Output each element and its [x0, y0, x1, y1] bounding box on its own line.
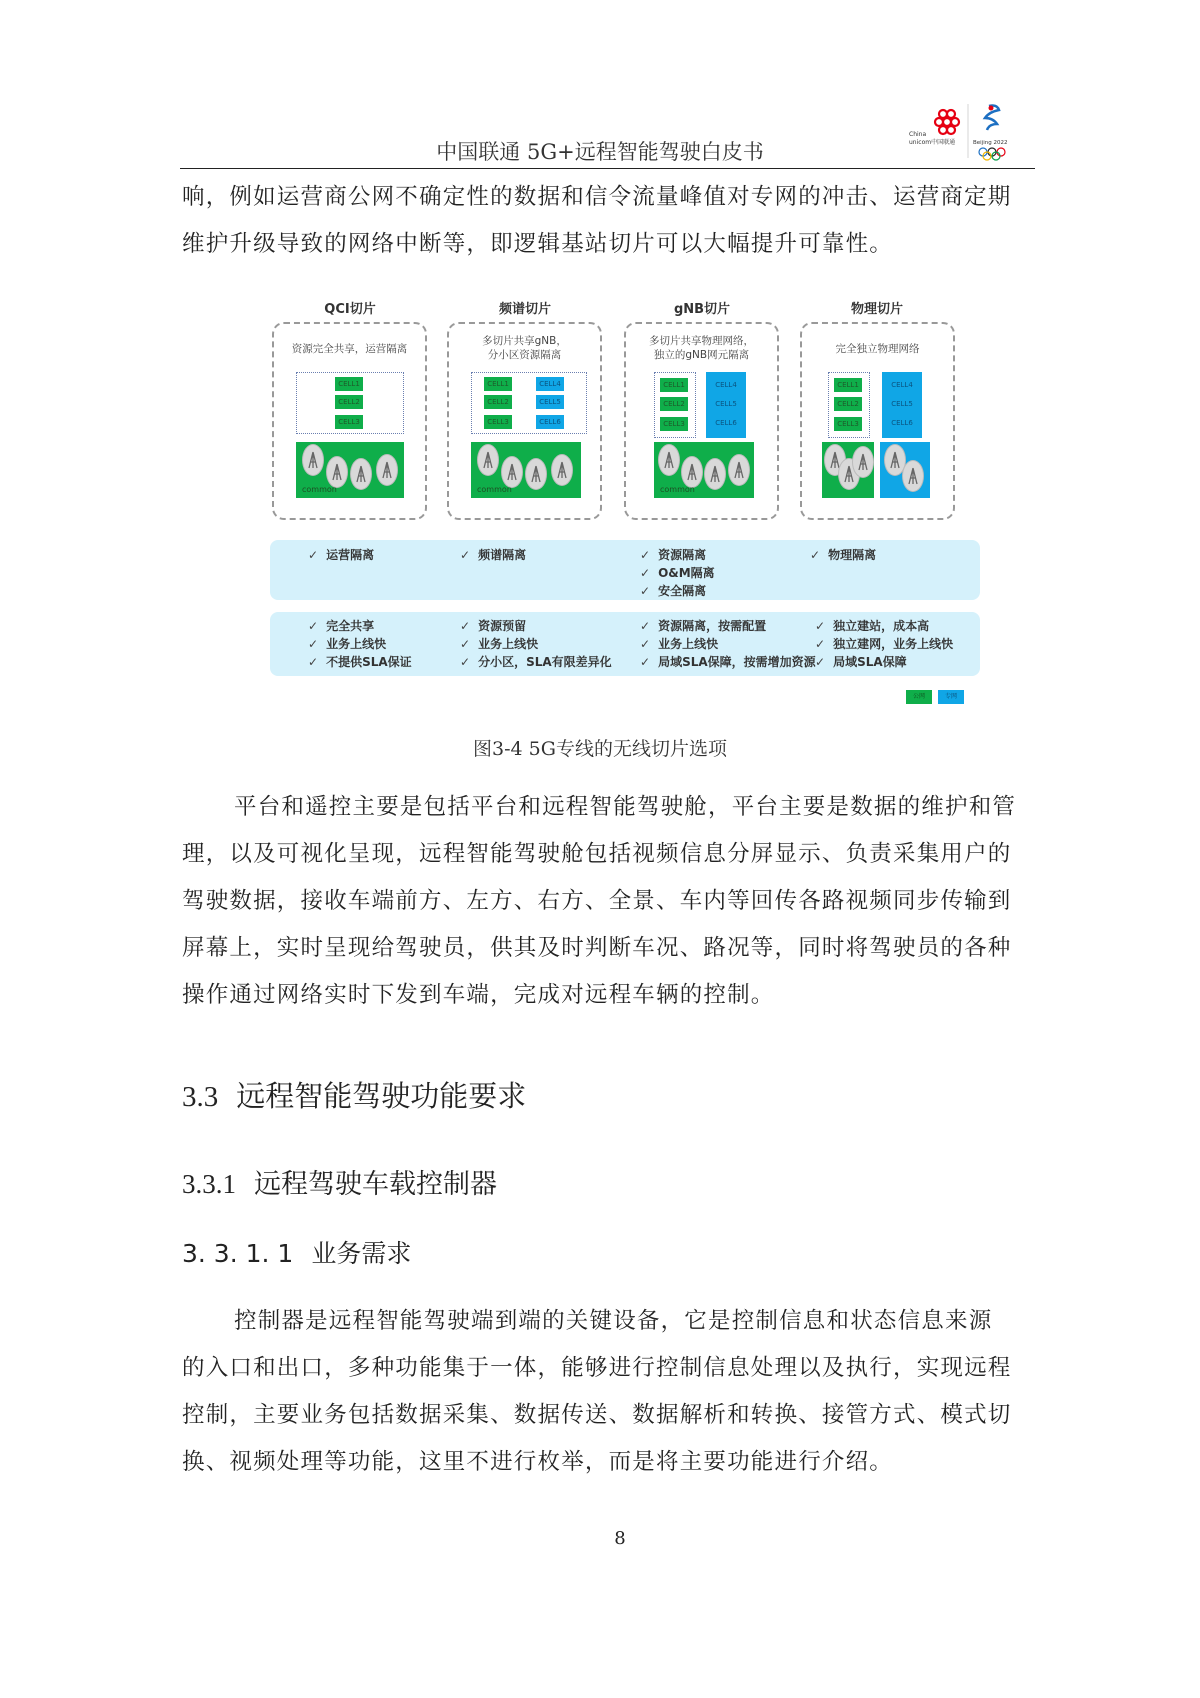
- header-divider: [180, 168, 1035, 169]
- common-label: common: [477, 485, 512, 494]
- slice-desc: 完全独立物理网络: [835, 343, 920, 355]
- band-item: ✓ 分小区，SLA有限差异化: [460, 655, 612, 669]
- antenna-icon: [501, 456, 523, 488]
- page-number: 8: [614, 1528, 626, 1549]
- band-item: ✓ 安全隔离: [640, 584, 707, 598]
- band-item: ✓ 局域SLA保障，按需增加资源: [640, 655, 816, 669]
- antenna-icon: [525, 458, 547, 490]
- cell: CELL5: [891, 400, 913, 408]
- text-line: 换、视频处理等功能，这里不进行枚举，而是将主要功能进行介绍。: [182, 1449, 894, 1475]
- cell: CELL2: [660, 397, 688, 411]
- network-slicing-figure: [270, 292, 980, 712]
- band-item: ✓ 完全共享: [308, 619, 375, 633]
- section-heading-3-3-1: 3.3.1 远程驾驶车载控制器: [182, 1169, 497, 1200]
- platform-paragraph: [182, 784, 1032, 1019]
- band-item: ✓ 局域SLA保障: [815, 655, 907, 669]
- text-line: 响，例如运营商公网不确定性的数据和信令流量峰值对专网的冲击、运营商定期: [182, 184, 1012, 210]
- section-heading-3-3: 3.3 远程智能驾驶功能要求: [182, 1079, 527, 1113]
- column-title-qci: QCI切片: [324, 302, 376, 317]
- band-item: ✓ 业务上线快: [460, 637, 539, 651]
- band-item: ✓ 频谱隔离: [460, 548, 527, 562]
- slice-desc: 多切片共享物理网络， 独立的gNB网元隔离: [649, 335, 754, 361]
- cell: CELL4: [891, 381, 913, 389]
- feature-band: [270, 612, 980, 676]
- cell: CELL3: [484, 415, 512, 429]
- band-item: ✓ 资源隔离，按需配置: [640, 619, 767, 633]
- antenna-icon: [551, 454, 573, 486]
- column-title-gnb: gNB切片: [673, 302, 731, 317]
- antenna-icon: [302, 444, 324, 476]
- slice-desc: 资源完全共享，运营隔离: [291, 343, 408, 355]
- cell-group: [828, 372, 870, 438]
- text-line: 驾驶数据，接收车端前方、左方、右方、全景、车内等回传各路视频同步传输到: [182, 888, 1012, 914]
- common-label: common: [302, 485, 337, 494]
- svg-text:China: China: [909, 131, 927, 138]
- band-item: ✓ 资源隔离: [640, 548, 707, 562]
- cell: CELL6: [536, 415, 564, 429]
- china-unicom-logo-icon: [905, 100, 1033, 162]
- band-item: ✓ O&M隔离: [640, 566, 715, 580]
- cell: CELL6: [715, 419, 737, 427]
- band-item: ✓ 业务上线快: [640, 637, 719, 651]
- text-line: 理，以及可视化呈现，远程智能驾驶舱包括视频信息分屏显示、负责采集用户的: [182, 841, 1012, 867]
- text-line: 控制器是远程智能驾驶端到端的关键设备，它是控制信息和状态信息来源: [234, 1308, 993, 1334]
- antenna-icon: [852, 446, 874, 478]
- text-line: 维护升级导致的网络中断等，即逻辑基站切片可以大幅提升可靠性。: [182, 231, 894, 257]
- public-base-station-pool: [822, 442, 874, 498]
- slice-box-spectrum: [447, 322, 602, 520]
- cell: CELL3: [660, 417, 688, 431]
- cell: CELL2: [484, 395, 512, 409]
- antenna-icon: [477, 444, 499, 476]
- cell: CELL3: [834, 417, 862, 431]
- slice-box-physical: [800, 322, 955, 520]
- text-line: 屏幕上，实时呈现给驾驶员，供其及时判断车况、路况等，同时将驾驶员的各种: [182, 935, 1012, 961]
- cell: CELL3: [335, 415, 363, 429]
- common-label: common: [660, 485, 695, 494]
- dedicated-cell-panel: [882, 372, 922, 438]
- isolation-band: [270, 540, 980, 600]
- intro-paragraph: [182, 174, 1032, 268]
- text-line: 平台和遥控主要是包括平台和远程智能驾驶舱，平台主要是数据的维护和管: [234, 794, 1017, 820]
- band-item: ✓ 运营隔离: [308, 548, 375, 562]
- private-base-station-pool: [880, 442, 930, 498]
- cell: CELL4: [715, 381, 737, 389]
- shared-base-station-pool: [471, 442, 581, 498]
- cell: CELL6: [891, 419, 913, 427]
- svg-text:unicom中国联通: unicom中国联通: [909, 139, 956, 146]
- shared-base-station-pool: [654, 442, 754, 498]
- running-header-title: 中国联通 5G+远程智能驾驶白皮书: [436, 140, 764, 164]
- legend-public: 公网: [906, 690, 932, 704]
- antenna-icon: [902, 460, 924, 492]
- shared-base-station-pool: [296, 442, 404, 498]
- antenna-icon: [681, 456, 703, 488]
- svg-text:Beijing 2022: Beijing 2022: [973, 140, 1008, 146]
- band-item: ✓ 物理隔离: [810, 548, 877, 562]
- slice-box-gnb: [624, 322, 779, 520]
- figure-caption: 图3-4 5G专线的无线切片选项: [473, 738, 727, 760]
- antenna-icon: [704, 458, 726, 490]
- cell-group: [296, 372, 404, 434]
- column-title-spectrum: 频谱切片: [498, 302, 551, 317]
- cell: CELL1: [484, 377, 512, 391]
- band-item: ✓ 独立建站，成本高: [815, 619, 930, 633]
- band-item: ✓ 不提供SLA保证: [308, 655, 412, 669]
- controller-paragraph: [182, 1298, 1032, 1486]
- band-item: ✓ 业务上线快: [308, 637, 387, 651]
- antenna-icon: [658, 444, 680, 476]
- band-item: ✓ 独立建网，业务上线快: [815, 637, 954, 651]
- section-heading-3-3-1-1: 3. 3. 1. 1 业务需求: [182, 1239, 412, 1268]
- cell: CELL1: [335, 377, 363, 391]
- band-item: ✓ 资源预留: [460, 619, 527, 633]
- cell-group: [471, 372, 587, 434]
- slice-desc: 多切片共享gNB， 分小区资源隔离: [482, 335, 567, 361]
- cell: CELL4: [536, 377, 564, 391]
- antenna-icon: [326, 456, 348, 488]
- antenna-icon: [728, 454, 750, 486]
- text-line: 操作通过网络实时下发到车端，完成对远程车辆的控制。: [182, 982, 775, 1008]
- antenna-icon: [350, 458, 372, 490]
- text-line: 控制，主要业务包括数据采集、数据传送、数据解析和转换、接管方式、模式切: [182, 1402, 1012, 1428]
- cell: CELL2: [834, 397, 862, 411]
- column-title-physical: 物理切片: [850, 302, 903, 317]
- cell: CELL5: [715, 400, 737, 408]
- antenna-icon: [376, 454, 398, 486]
- legend-private: 专网: [938, 690, 964, 704]
- header-logos: [905, 100, 1033, 162]
- dedicated-cell-panel: [706, 372, 746, 438]
- text-line: 的入口和出口，多种功能集于一体，能够进行控制信息处理以及执行，实现远程: [182, 1355, 1012, 1381]
- cell: CELL2: [335, 395, 363, 409]
- cell: CELL5: [536, 395, 564, 409]
- slice-box-qci: [272, 322, 427, 520]
- cell: CELL1: [660, 378, 688, 392]
- cell: CELL1: [834, 378, 862, 392]
- cell-group: [654, 372, 696, 438]
